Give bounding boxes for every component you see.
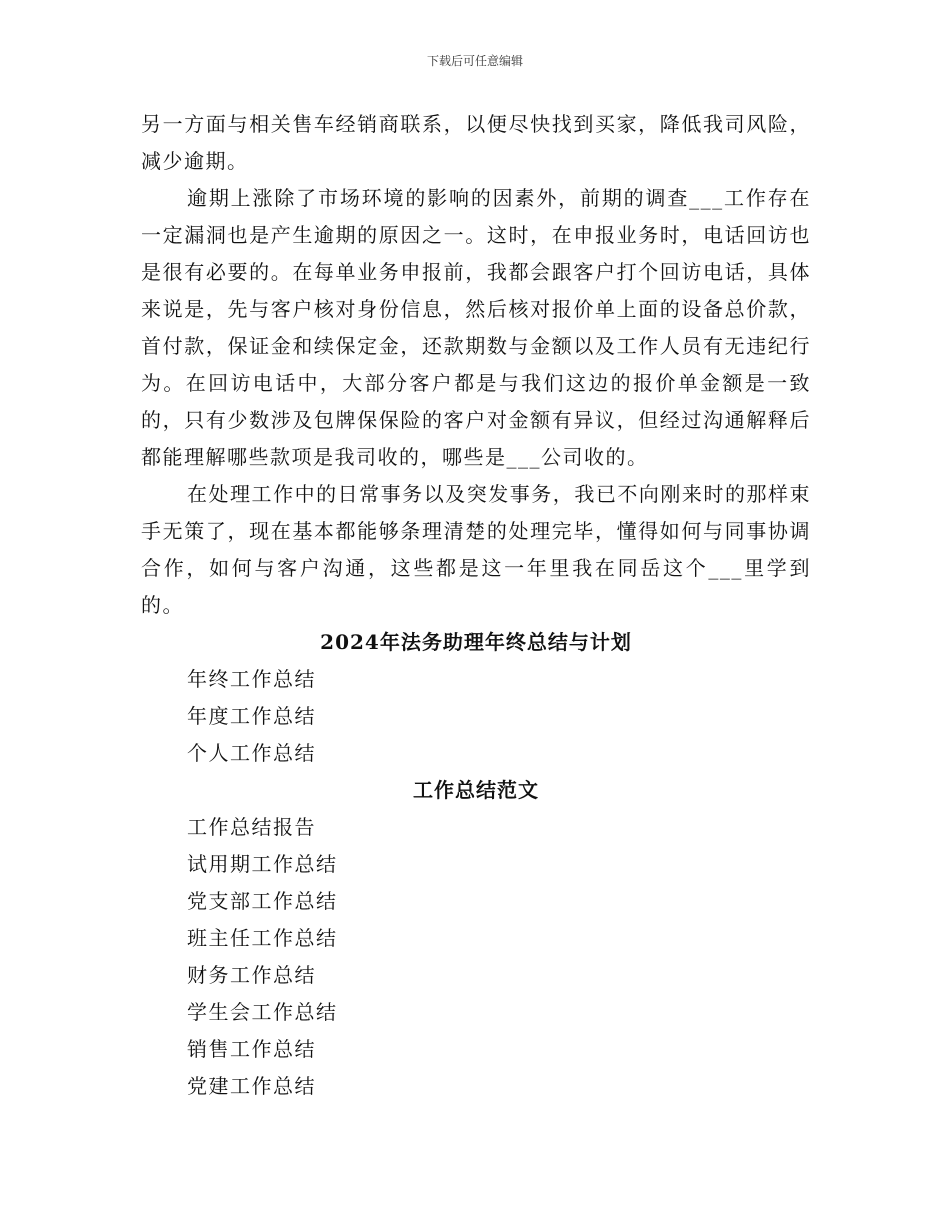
section-title-examples: 工作总结范文 (413, 778, 539, 802)
list-item[interactable]: 年度工作总结 (187, 704, 316, 728)
list-item[interactable]: 工作总结报告 (187, 815, 316, 839)
list-item[interactable]: 试用期工作总结 (187, 852, 338, 876)
list-item[interactable]: 班主任工作总结 (187, 926, 338, 950)
section-title-plan: 2024年法务助理年终总结与计划 (320, 630, 632, 654)
list-item[interactable]: 个人工作总结 (187, 741, 316, 765)
paragraph-1: 另一方面与相关售车经销商联系，以便尽快找到买家，降低我司风险，减少逾期。 (141, 112, 811, 173)
list-item[interactable]: 年终工作总结 (187, 667, 316, 691)
list-item[interactable]: 销售工作总结 (187, 1037, 316, 1061)
list-item[interactable]: 党建工作总结 (187, 1074, 316, 1098)
paragraph-2: 逾期上涨除了市场环境的影响的因素外，前期的调查___工作存在一定漏洞也是产生逾期的原因之一。这时，在申报业务时，电话回访也是很有必要的。在每单业务申报前，我都会跟客户打个回访电话，具体来说是，先与客户核对身份信息，然后核对报价单上面的设备总价款，首付款，保证金和续保定金，还款期数与金额以及工作人员有无违纪行为。在回访电话中，大部分客户都是与我们这边的报价单金额是一致的，只有少数涉及包牌保保险的客户对金额有异议，但经过沟通解释后都能理解哪些款项是我司收的，哪些是___公司收的。 (141, 186, 811, 469)
section-list-examples (141, 809, 811, 1105)
section-list-plan (141, 661, 811, 772)
paragraph-3: 在处理工作中的日常事务以及突发事务，我已不向刚来时的那样束手无策了，现在基本都能够条理清楚的处理完毕，懂得如何与同事协调合作，如何与客户沟通，这些都是这一年里我在同岳这个___里学到的。 (141, 482, 811, 617)
list-item[interactable]: 学生会工作总结 (187, 1000, 338, 1024)
list-item[interactable]: 党支部工作总结 (187, 889, 338, 913)
list-item[interactable]: 财务工作总结 (187, 963, 316, 987)
document-body (141, 106, 811, 1105)
page-header: 下载后可任意编辑 (426, 54, 523, 68)
